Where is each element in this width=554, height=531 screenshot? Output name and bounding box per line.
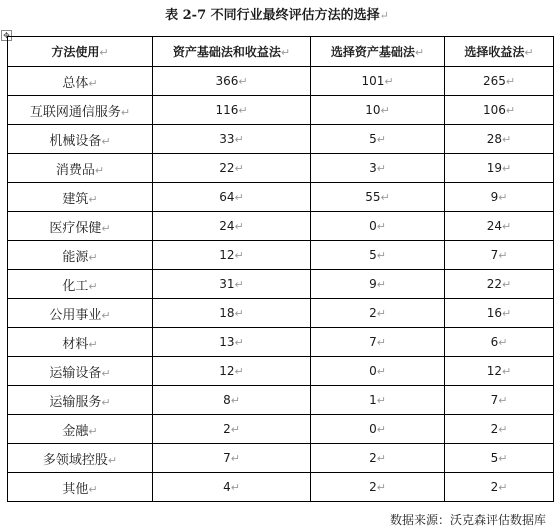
- industry-cell: 公用事业↵: [8, 299, 153, 328]
- industry-cell: 消费品↵: [8, 154, 153, 183]
- industry-cell: 运输设备↵: [8, 357, 153, 386]
- asset-based-cell: 7↵: [311, 328, 445, 357]
- income-approach-cell: 12↵: [445, 357, 554, 386]
- asset-based-cell: 3↵: [311, 154, 445, 183]
- industry-cell: 金融↵: [8, 415, 153, 444]
- table-row: [8, 67, 554, 96]
- asset-based-cell: 55↵: [311, 183, 445, 212]
- table-move-handle-icon[interactable]: ✥: [1, 30, 12, 41]
- industry-cell: 多领域控股↵: [8, 444, 153, 473]
- income-approach-cell: 7↵: [445, 241, 554, 270]
- table-row: [8, 212, 554, 241]
- data-source-note: 数据来源：沃克森评估数据库: [389, 513, 546, 527]
- table-row: [8, 328, 554, 357]
- income-approach-cell: 22↵: [445, 270, 554, 299]
- column-header: 方法使用↵: [8, 37, 153, 67]
- both-methods-cell: 64↵: [153, 183, 311, 212]
- income-approach-cell: 5↵: [445, 444, 554, 473]
- industry-cell: 医疗保健↵: [8, 212, 153, 241]
- asset-based-cell: 10↵: [311, 96, 445, 125]
- asset-based-cell: 101↵: [311, 67, 445, 96]
- industry-cell: 其他↵: [8, 473, 153, 502]
- asset-based-cell: 5↵: [311, 125, 445, 154]
- asset-based-cell: 9↵: [311, 270, 445, 299]
- industry-cell: 化工↵: [8, 270, 153, 299]
- table-row: [8, 473, 554, 502]
- asset-based-cell: 1↵: [311, 386, 445, 415]
- industry-cell: 运输服务↵: [8, 386, 153, 415]
- column-header: 选择收益法↵: [445, 37, 554, 67]
- both-methods-cell: 7↵: [153, 444, 311, 473]
- table-row: [8, 241, 554, 270]
- both-methods-cell: 366↵: [153, 67, 311, 96]
- asset-based-cell: 2↵: [311, 444, 445, 473]
- table-row: [8, 386, 554, 415]
- table-row: [8, 357, 554, 386]
- table-row: [8, 154, 554, 183]
- paragraph-mark-icon: ↵: [379, 9, 389, 22]
- industry-cell: 能源↵: [8, 241, 153, 270]
- table-header-row: [8, 37, 554, 67]
- both-methods-cell: 13↵: [153, 328, 311, 357]
- table-row: [8, 270, 554, 299]
- both-methods-cell: 2↵: [153, 415, 311, 444]
- income-approach-cell: 16↵: [445, 299, 554, 328]
- both-methods-cell: 22↵: [153, 154, 311, 183]
- income-approach-cell: 2↵: [445, 415, 554, 444]
- column-header: 选择资产基础法↵: [311, 37, 445, 67]
- income-approach-cell: 19↵: [445, 154, 554, 183]
- both-methods-cell: 8↵: [153, 386, 311, 415]
- asset-based-cell: 0↵: [311, 415, 445, 444]
- table-row: [8, 415, 554, 444]
- both-methods-cell: 33↵: [153, 125, 311, 154]
- table-row: [8, 125, 554, 154]
- income-approach-cell: 9↵: [445, 183, 554, 212]
- income-approach-cell: 28↵: [445, 125, 554, 154]
- industry-cell: 材料↵: [8, 328, 153, 357]
- industry-cell: 总体↵: [8, 67, 153, 96]
- asset-based-cell: 5↵: [311, 241, 445, 270]
- industry-cell: 机械设备↵: [8, 125, 153, 154]
- income-approach-cell: 7↵: [445, 386, 554, 415]
- table-row: [8, 299, 554, 328]
- both-methods-cell: 18↵: [153, 299, 311, 328]
- both-methods-cell: 4↵: [153, 473, 311, 502]
- both-methods-cell: 12↵: [153, 357, 311, 386]
- table-row: [8, 183, 554, 212]
- income-approach-cell: 265↵: [445, 67, 554, 96]
- industry-cell: 互联网通信服务↵: [8, 96, 153, 125]
- both-methods-cell: 24↵: [153, 212, 311, 241]
- asset-based-cell: 0↵: [311, 357, 445, 386]
- income-approach-cell: 6↵: [445, 328, 554, 357]
- table-title: [0, 4, 554, 26]
- income-approach-cell: 24↵: [445, 212, 554, 241]
- income-approach-cell: 106↵: [445, 96, 554, 125]
- column-header: 资产基础法和收益法↵: [153, 37, 311, 67]
- asset-based-cell: 0↵: [311, 212, 445, 241]
- table-row: [8, 444, 554, 473]
- asset-based-cell: 2↵: [311, 473, 445, 502]
- table-row: [8, 96, 554, 125]
- table-title-text: 表 2-7 不同行业最终评估方法的选择: [165, 8, 380, 23]
- evaluation-method-table: [7, 36, 554, 502]
- both-methods-cell: 31↵: [153, 270, 311, 299]
- industry-cell: 建筑↵: [8, 183, 153, 212]
- both-methods-cell: 116↵: [153, 96, 311, 125]
- both-methods-cell: 12↵: [153, 241, 311, 270]
- asset-based-cell: 2↵: [311, 299, 445, 328]
- income-approach-cell: 2↵: [445, 473, 554, 502]
